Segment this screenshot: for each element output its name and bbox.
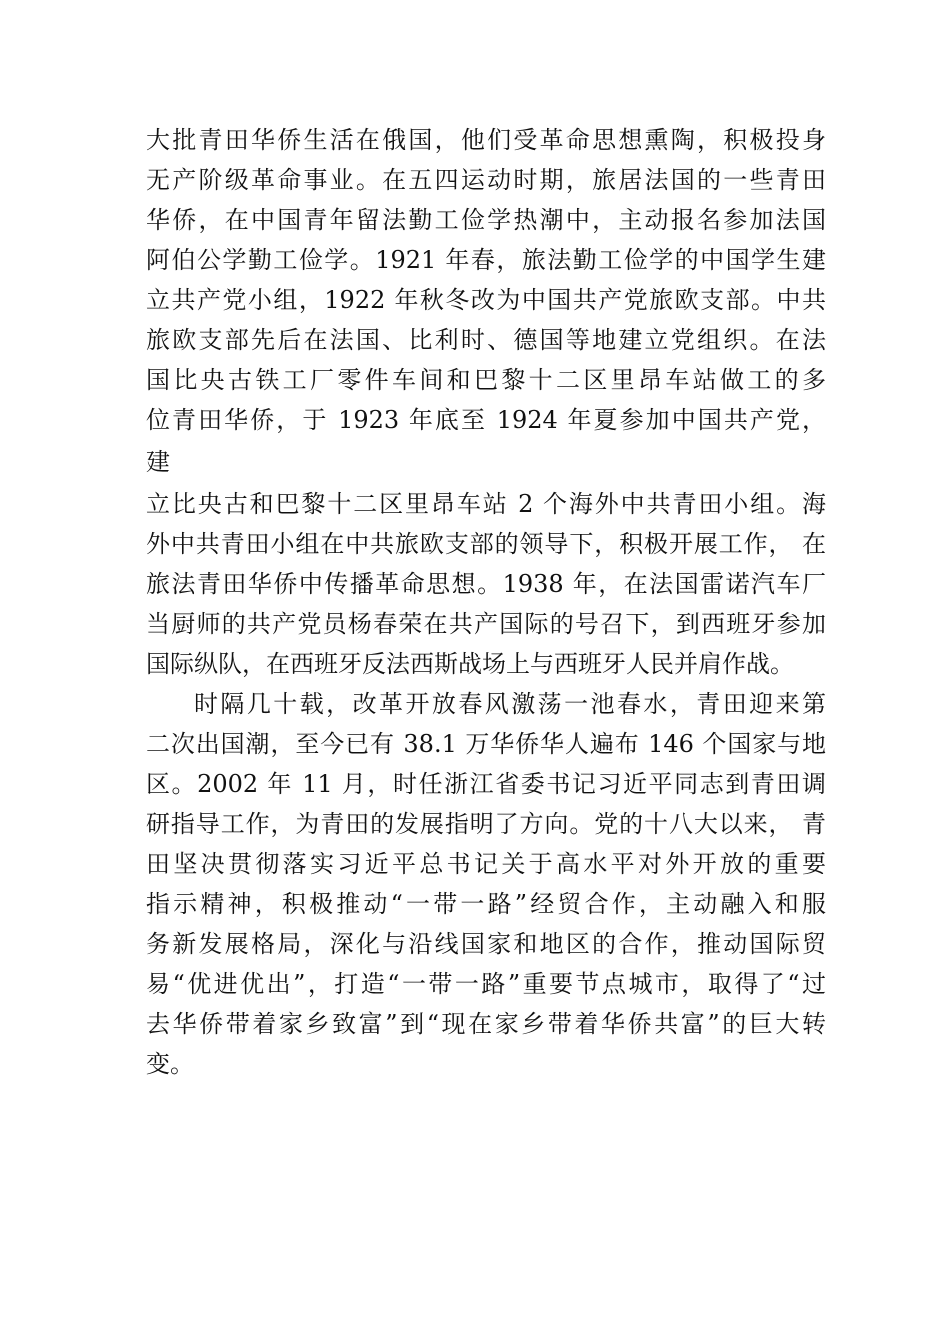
text-line: 大批青田华侨生活在俄国，他们受革命思想熏陶，积极投身 [146, 126, 826, 154]
text-line: 当厨师的共产党员杨春荣在共产国际的号召下，到西班牙参加 [146, 610, 826, 638]
text-line: 易“优进优出”，打造“一带一路”重要节点城市，取得了“过 [146, 970, 826, 998]
text-line: 田坚决贯彻落实习近平总书记关于高水平对外开放的重要 [146, 850, 826, 878]
text-line: 旅欧支部先后在法国、比利时、德国等地建立党组织。在法 [146, 326, 826, 354]
text-line: 阿伯公学勤工俭学。1921 年春，旅法勤工俭学的中国学生建 [146, 246, 826, 274]
text-line: 外中共青田小组在中共旅欧支部的领导下，积极开展工作， 在 [146, 530, 826, 558]
text-line: 去华侨带着家乡致富”到“现在家乡带着华侨共富”的巨大转 [146, 1010, 826, 1038]
text-line: 立共产党小组，1922 年秋冬改为中国共产党旅欧支部。中共 [146, 286, 826, 314]
text-line: 变。 [146, 1050, 194, 1078]
text-line: 国比央古铁工厂零件车间和巴黎十二区里昂车站做工的多 [146, 366, 826, 394]
text-line: 无产阶级革命事业。在五四运动时期，旅居法国的一些青田 [146, 166, 826, 194]
text-line: 华侨，在中国青年留法勤工俭学热潮中，主动报名参加法国 [146, 206, 826, 234]
text-line: 务新发展格局，深化与沿线国家和地区的合作，推动国际贸 [146, 930, 826, 958]
text-line: 立比央古和巴黎十二区里昂车站 2 个海外中共青田小组。海 [146, 490, 826, 518]
text-line: 二次出国潮，至今已有 38.1 万华侨华人遍布 146 个国家与地 [146, 730, 826, 758]
text-line: 区。2002 年 11 月，时任浙江省委书记习近平同志到青田调 [146, 770, 826, 798]
text-line: 研指导工作，为青田的发展指明了方向。党的十八大以来， 青 [146, 810, 826, 838]
text-line: 位青田华侨，于 1923 年底至 1924 年夏参加中国共产党， [146, 406, 826, 434]
text-line: 建 [146, 448, 170, 476]
text-line: 旅法青田华侨中传播革命思想。1938 年，在法国雷诺汽车厂 [146, 570, 826, 598]
paragraph-first-line: 时隔几十载，改革开放春风激荡一池春水，青田迎来第 [194, 690, 826, 718]
text-line: 国际纵队，在西班牙反法西斯战场上与西班牙人民并肩作战。 [146, 650, 794, 678]
text-line: 指示精神，积极推动“一带一路”经贸合作，主动融入和服 [146, 890, 826, 918]
